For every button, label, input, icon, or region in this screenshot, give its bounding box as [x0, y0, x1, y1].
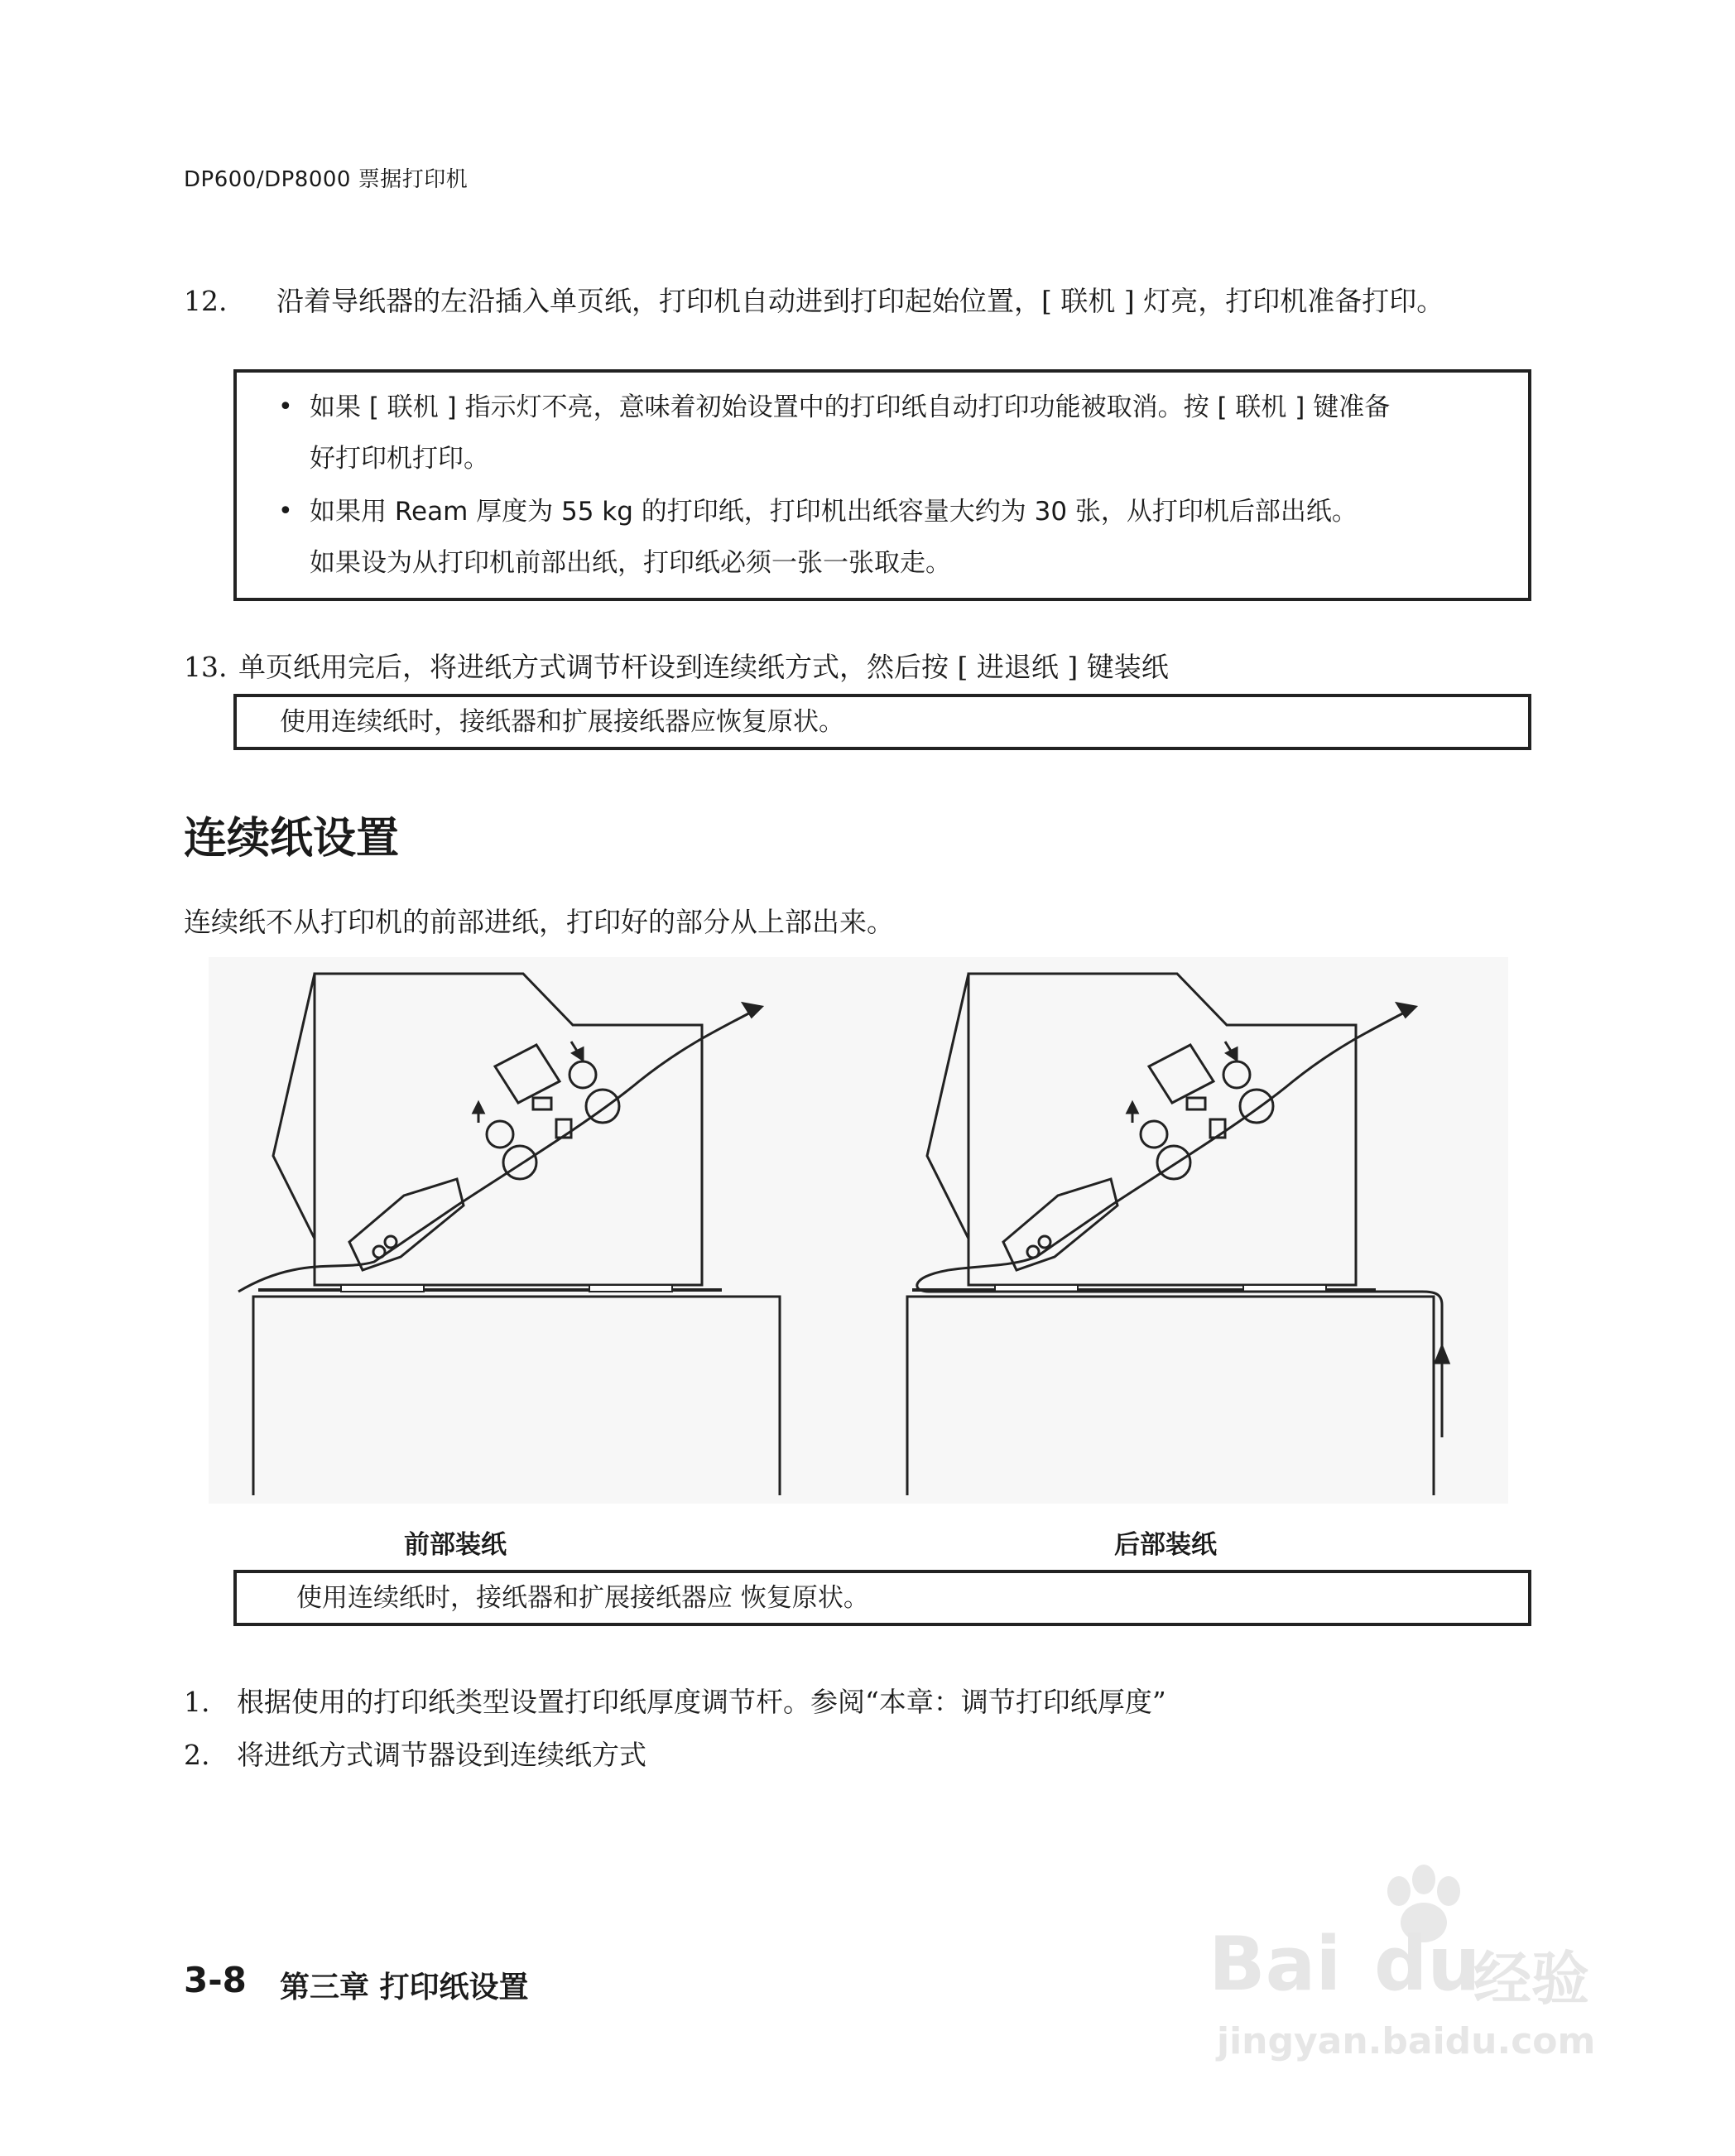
caption-front-loading: 前部装纸 [404, 1530, 507, 1560]
baidu-watermark [1209, 1863, 1622, 2078]
watermark-brand-left: Bai [1209, 1921, 1342, 2008]
note-line: 如果用 Ream 厚度为 55 kg 的打印纸，打印机出纸容量大约为 30 张，从打印机后部出纸。 [310, 497, 1358, 527]
step-text: 将进纸方式调节器设到连续纸方式 [237, 1739, 646, 1771]
watermark-url: jingyan.baidu.com [1217, 2020, 1596, 2062]
step-number: 1. [184, 1686, 210, 1718]
note-box [233, 1570, 1531, 1626]
note-box [233, 694, 1531, 750]
watermark-brand-right: du [1374, 1921, 1481, 2008]
page-number: 3-8 [184, 1960, 247, 2000]
step-number: 12. [184, 285, 228, 317]
figure-paper-path [209, 957, 1508, 1504]
note-line: 使用连续纸时，接纸器和扩展接纸器应 恢复原状。 [296, 1583, 869, 1613]
step-number: 2. [184, 1739, 210, 1771]
section-title: 连续纸设置 [184, 814, 400, 864]
bullet: • [278, 497, 293, 526]
note-line: 好打印机打印。 [310, 444, 489, 474]
watermark-brand-cn: 经验 [1473, 1945, 1589, 2013]
printer-rear-loading [907, 974, 1449, 1495]
caption-rear-loading: 后部装纸 [1114, 1530, 1217, 1560]
step-text: 沿着导纸器的左沿插入单页纸，打印机自动进到打印起始位置，[ 联机 ] 灯亮，打印机准备打印。 [276, 285, 1444, 317]
chapter-title: 第三章 打印纸设置 [280, 1971, 529, 2004]
step-number: 13. [184, 651, 228, 683]
note-line: 如果设为从打印机前部出纸，打印纸必须一张一张取走。 [310, 548, 951, 578]
printer-diagram [209, 957, 1508, 1504]
bullet: • [278, 392, 293, 421]
note-line: 如果 [ 联机 ] 指示灯不亮，意味着初始设置中的打印纸自动打印功能被取消。按 [ 联机 ] 键准备 [310, 392, 1391, 422]
section-intro: 连续纸不从打印机的前部进纸，打印好的部分从上部出来。 [184, 906, 894, 938]
running-header: DP600/DP8000 票据打印机 [184, 167, 469, 192]
note-line: 使用连续纸时，接纸器和扩展接纸器应恢复原状。 [280, 707, 844, 737]
step-text: 根据使用的打印纸类型设置打印纸厚度调节杆。参阅“本章：调节打印纸厚度” [237, 1686, 1166, 1718]
printer-front-loading [238, 974, 780, 1495]
step-text: 单页纸用完后，将进纸方式调节杆设到连续纸方式，然后按 [ 进退纸 ] 键装纸 [238, 651, 1169, 683]
note-box [233, 369, 1531, 601]
